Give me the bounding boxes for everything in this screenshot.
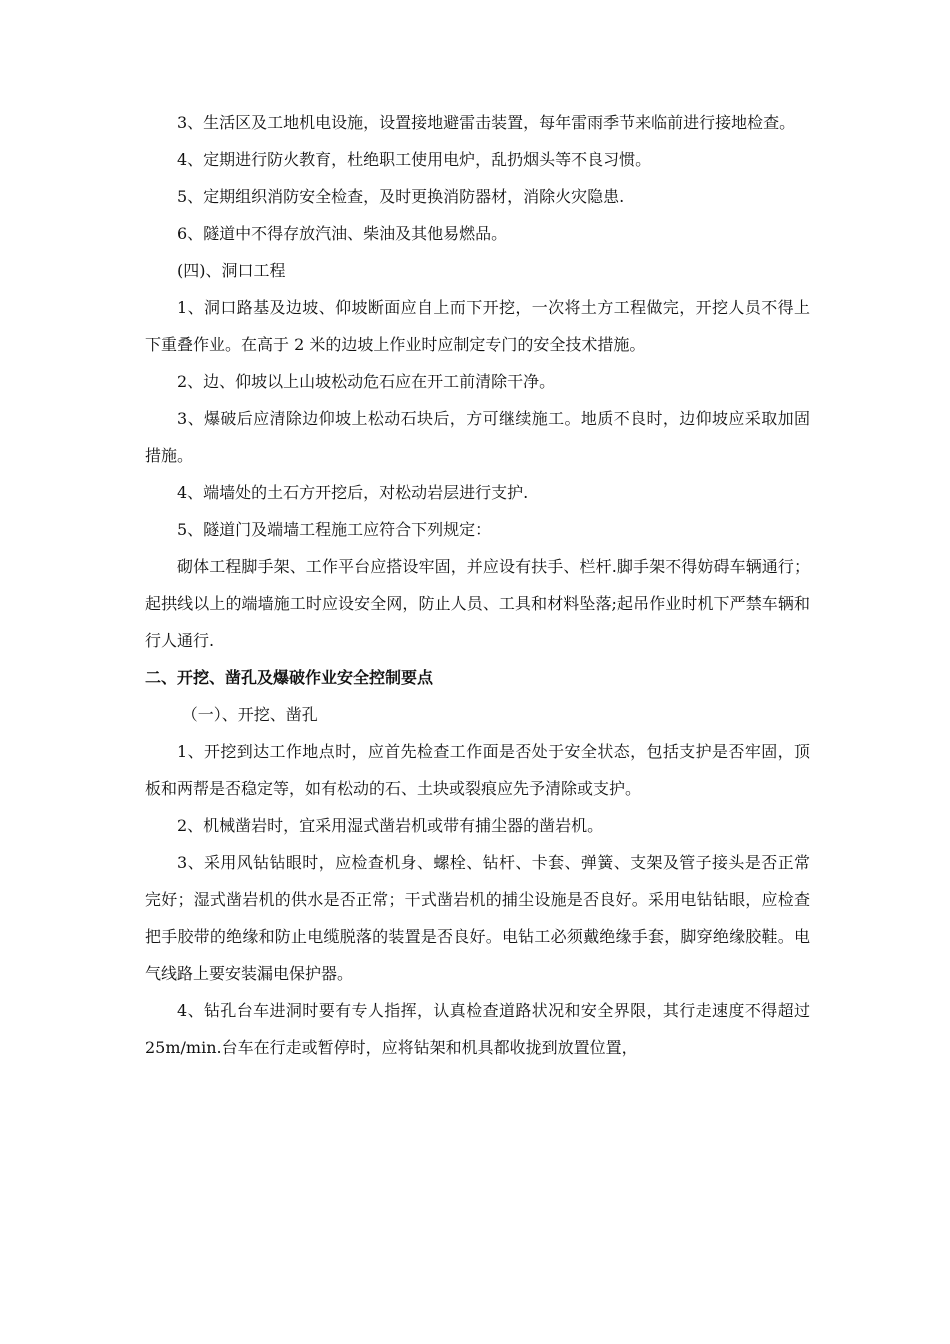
paragraph: 1、洞口路基及边坡、仰坡断面应自上而下开挖，一次将土方工程做完，开挖人员不得上下重叠作业。在高于 2 米的边坡上作业时应制定专门的安全技术措施。: [145, 298, 810, 354]
paragraph: 砌体工程脚手架、工作平台应搭设牢固，并应设有扶手、栏杆.脚手架不得妨碍车辆通行；起拱线以上的端墙施工时应设安全网，防止人员、工具和材料坠落;起吊作业时机下严禁车辆和行人通行.: [145, 557, 810, 650]
paragraph: 4、钻孔台车进洞时要有专人指挥，认真检查道路状况和安全界限，其行走速度不得超过 25m/min.台车在行走或暂停时，应将钻架和机具都收拢到放置位置，: [145, 1001, 810, 1057]
paragraph: 2、边、仰坡以上山坡松动危石应在开工前清除干净。: [177, 372, 556, 391]
paragraph: 4、端墙处的土石方开挖后，对松动岩层进行支护.: [177, 483, 529, 502]
paragraph: 4、定期进行防火教育，杜绝职工使用电炉，乱扔烟头等不良习惯。: [177, 150, 652, 169]
paragraph: 3、爆破后应清除边仰坡上松动石块后，方可继续施工。地质不良时，边仰坡应采取加固措施。: [145, 409, 810, 465]
document-body: [145, 104, 810, 1066]
section-heading: 二、开挖、凿孔及爆破作业安全控制要点: [145, 668, 434, 687]
section-subheading: （一）、开挖、凿孔: [181, 705, 318, 724]
paragraph: 3、采用风钻钻眼时，应检查机身、螺栓、钻杆、卡套、弹簧、支架及管子接头是否正常完好；湿式凿岩机的供水是否正常；干式凿岩机的捕尘设施是否良好。采用电钻钻眼，应检查把手胶带的绝缘和防止电缆脱落的装置是否良好。电钻工必须戴绝缘手套，脚穿绝缘胶鞋。电气线路上要安装漏电保护器。: [145, 853, 810, 983]
paragraph: 5、隧道门及端墙工程施工应符合下列规定：: [177, 520, 492, 539]
paragraph: 5、定期组织消防安全检查，及时更换消防器材，消除火灾隐患.: [177, 187, 625, 206]
paragraph: 6、隧道中不得存放汽油、柴油及其他易燃品。: [177, 224, 508, 243]
section-subheading: (四)、洞口工程: [177, 261, 286, 280]
paragraph: 3、生活区及工地机电设施，设置接地避雷击装置，每年雷雨季节来临前进行接地检查。: [177, 113, 796, 132]
paragraph: 1、开挖到达工作地点时，应首先检查工作面是否处于安全状态，包括支护是否牢固，顶板和两帮是否稳定等，如有松动的石、土块或裂痕应先予清除或支护。: [145, 742, 810, 798]
paragraph: 2、机械凿岩时，宜采用湿式凿岩机或带有捕尘器的凿岩机。: [177, 816, 604, 835]
